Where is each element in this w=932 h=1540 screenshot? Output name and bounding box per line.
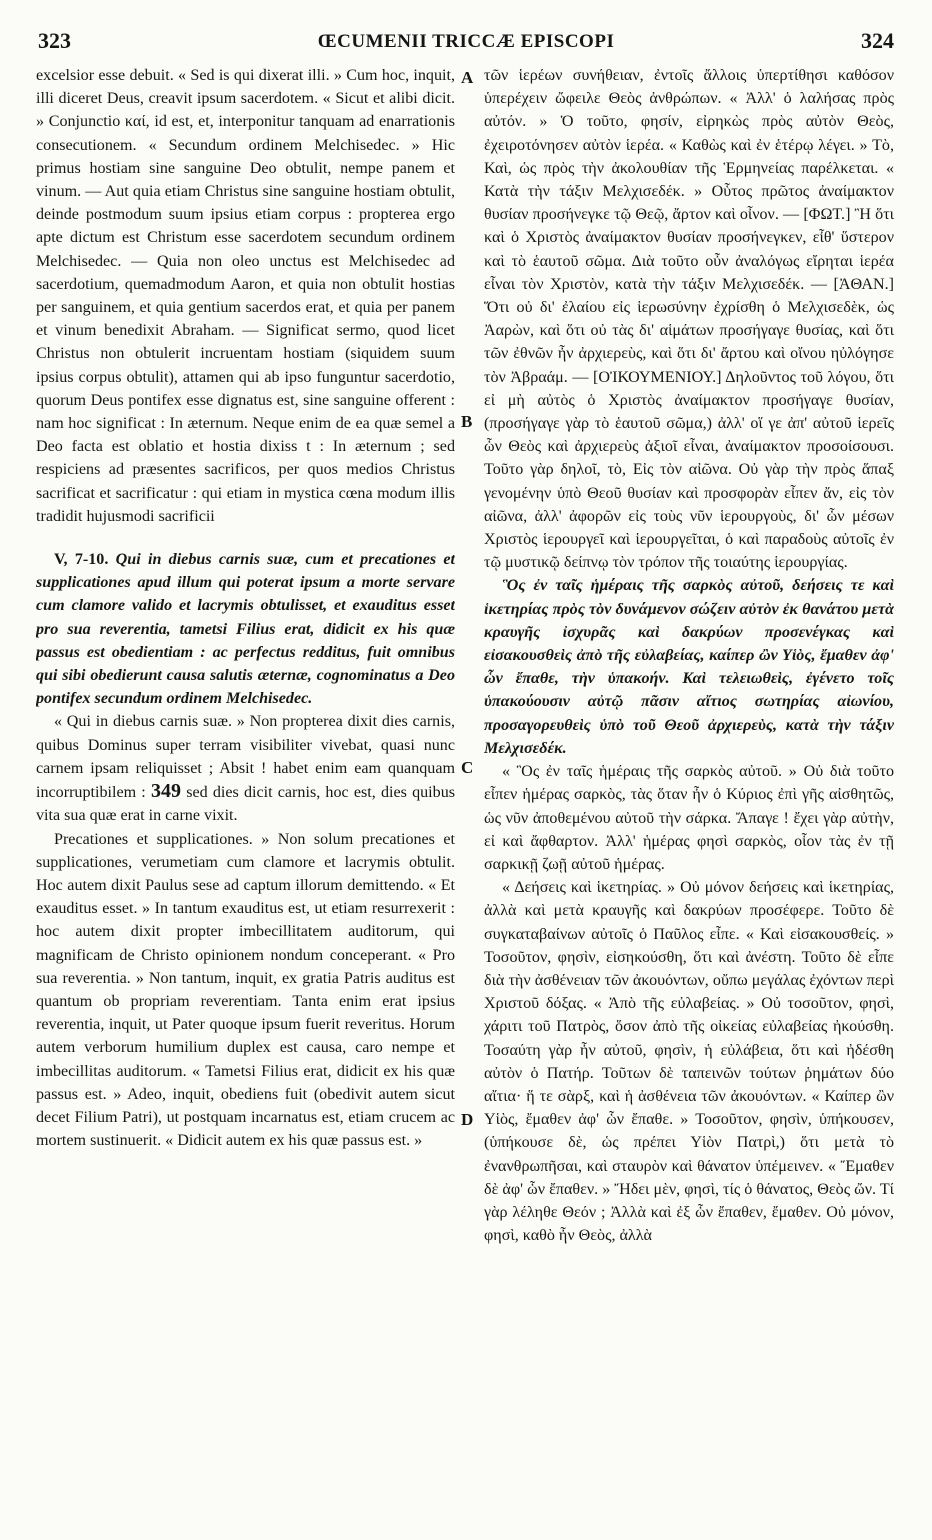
margin-letter-b: B bbox=[461, 412, 473, 431]
greek-column bbox=[484, 64, 894, 1247]
greek-paragraph-3: « Δεήσεις καὶ ἱκετηρίας. » Οὐ μόνον δεήσεις καὶ ἱκετηρίας, ἀλλὰ καὶ μετὰ κραυγῆς καὶ δακρύων προσέφερε. Τοῦτο δὲ συγκαταβαίνων αὐτοῖς ὁ Παῦλος εἶπε. « Καὶ εἰσακουσθείς. » Τοσοῦτον, φησὶν, εἰσηκούσθη, ὅτι καὶ ἀνέστη. Τοῦτο δὲ εἶπε διὰ τὴν ἀσθένειαν τῶν ἀκουόντων, οὔπω μεγάλας ἐχόντων περὶ Χριστοῦ δόξας. « Ἀπὸ τῆς εὐλαβείας. » Οὐ τοσοῦτον, φησὶ, χάριτι τοῦ Πατρὸς, ὅσον ἀπὸ τῆς οἰκείας εὐλαβείας ἠκούσθη. Τοσαύτη γὰρ ἦν αὐτοῦ, φησὶν, ἡ εὐλάβεια, ὅτι καὶ ἠδέσθη αὐτὸν ὁ Πατήρ. Τοῦτων δὲ ταπεινῶν τούτων ῥημάτων δύο αἴτια· ἥ τε σὰρξ, καὶ ἡ ἀσθένεια τῶν ἀκουόντων. « Καίπερ ὢν Υἱὸς, ἔμαθεν ἀφ' ὧν ἔπαθε. » Τοσοῦτον, φησὶν, ὑπήκουσεν, (ὑπήκουσε δὲ, ὡς πρέπει Υἱὸν Πατρὶ,) ὅτι μετὰ τὸ ἐνανθρωπῆσαι, καὶ σταυρὸν καὶ θάνατον ὑπέμεινεν. « Ἔμαθεν δὲ ἀφ' ὧν ἔπαθεν. » Ἤδει μὲν, φησὶ, τίς ὁ θάνατος, Θεὸς ὤν. Τί γὰρ λέληθε Θεόν ; Ἀλλὰ καὶ ἐξ ὧν ἔπαθεν, ἔμαθεν. Οὐ μόνον, φησὶ, καθὸ ἦν Θεὸς, ἀλλὰ bbox=[484, 879, 894, 1245]
page-number-right: 324 bbox=[861, 28, 894, 53]
latin-verse-block bbox=[36, 548, 455, 710]
greek-paragraph-1: τῶν ἱερέων συνήθειαν, ἐντοῖς ἄλλοις ὑπερτίθησι καθόσον ὑπερέχειν ὤφειλε Θεὸς ἀνθρώπων. « Ἀλλ' ὁ λαλήσας πρὸς αὐτόν. » Ὁ τοῦτο, φησίν, εἰρηκὼς πρὸς αὐτὸν Θεὸς, ἐχειροτόνησεν αὐτὸν ἱερέα. « Καθὼς καὶ ἐν ἑτέρῳ λέγει. » Τὸ, Καὶ, ὡς πρὸς τὴν ἀκολουθίαν τῆς Ἑρμηνείας παρέλκεται. « Κατὰ τὴν τάξιν Μελχισεδέκ. » Οὗτος πρῶτος ἀναίμακτον θυσίαν προσήνεγκε τῷ Θεῷ, ἄρτον καὶ οἶνον. — [ΦΩΤ.] Ἢ ὅτι καὶ ὁ Χριστὸς ἀναίμακτον θυσίαν προσήνεγκεν, εἶθ' ὕστερον καὶ τὸ ἑαυτοῦ σῶμα. Διὰ τοῦτο οὖν ἀναλόγως εἴρηται ἱερέα εἶναι τὸν Χριστὸν, κατὰ τὴν τάξιν Μελχισεδέκ. — [ἈΘΑΝ.] Ὅτι οὐ δι' ἐλαίου εἰς ἱερωσύνην ἐχρίσθη ὁ Μελχισεδὲκ, ὡς Ἀαρὼν, καὶ ὅτι οὐ τὰς δι' αἱμάτων προσήγαγε θυσίας, καὶ ὅτι τῶν ἐθνῶν ἦν ἀρχιερεὺς, καὶ ὅτι δι' ἄρτου καὶ οἴνου ηὐλόγησε τὸν Ἀβραάμ. — [ΟἸΚΟΥΜΕΝΙΟΥ.] Δηλοῦντος τοῦ λόγου, ὅτι εἰ μὴ αὐτὸς ὁ Χριστὸς ἀναίμακτον προσήγαγε θυσίαν, (προσήγαγε γὰρ τὸ ἑαυτοῦ σῶμα,) ἀλλ' οἵ γε ἀπ' αὐτοῦ ἱερεῖς ὧν Θεὸς καὶ ἀρχιερεὺς ἀξιοῖ εἶναι, ἀναίμακτον προσοίσουσι. Τοῦτο γὰρ δηλοῖ, τὸ, Εἰς τὸν αἰῶνα. Οὐ γὰρ τὴν πρὸς ἅπαξ γενομένην ὑπὸ Θεοῦ θυσίαν καὶ προσφορὰν εἶπεν ἄν, εἰς τὸν αἰῶνα, ἀλλ' ἀφορῶν εἰς τοὺς νῦν ἱερουργοὺς, δι' ὧν μέσων Χριστὸς ἱερουργεῖ καὶ ἱερουργεῖται, ὁ καὶ παραδοὺς αὐτοῖς ἐν τῷ μυστικῷ δείπνῳ τὸν τρόπον τῆς τοιαύτης ἱερουργίας. bbox=[484, 67, 894, 572]
latin-verse-text: Qui in diebus carnis suæ, cum et precationes et supplicationes apud illum qui poterat ipsum a morte servare cum clamore valido et lacrymis obtulisset, et exauditus esset pro sua reverentia, tametsi Filius erat, didicit ex his quæ passus est obedientiam : ac perfectus redditus, fuit omnibus qui sibi obedierunt causa salutis æternæ, cognominatus a Deo pontifex secundum ordinem Melchisedec. bbox=[36, 551, 455, 708]
column-number: 349 bbox=[151, 780, 181, 803]
page-number-left: 323 bbox=[38, 28, 71, 53]
latin-column bbox=[36, 64, 455, 1152]
margin-letter-c: C bbox=[461, 758, 474, 777]
margin-letter-d: D bbox=[461, 1110, 474, 1129]
verse-reference: V, 7-10. bbox=[54, 551, 109, 569]
page-header bbox=[38, 28, 894, 62]
greek-verse-text: Ὃς ἐν ταῖς ἡμέραις τῆς σαρκὸς αὐτοῦ, δεήσεις τε καὶ ἱκετηρίας πρὸς τὸν δυνάμενον σώζειν αὐτὸν ἐκ θανάτου μετὰ κραυγῆς ἰσχυρᾶς καὶ δακρύων προσενέγκας καὶ εἰσακουσθεὶς ἀπὸ τῆς εὐλαβείας, καίπερ ὢν Υἱὸς, ἔμαθεν ἀφ' ὧν ἔπαθε, τὴν ὑπακοήν. Καὶ τελειωθεὶς, ἐγένετο τοῖς ὑπακούουσιν αὐτῷ πᾶσιν αἴτιος σωτηρίας αἰωνίου, προσαγορευθεὶς ὑπὸ τοῦ Θεοῦ ἀρχιερεὺς, κατὰ τὴν τάξιν Μελχισεδέκ. bbox=[484, 577, 894, 757]
latin-paragraph-2-part-a: « Qui in diebus carnis suæ. » Non propterea dixit dies carnis, quibus Dominus super terram visibiliter vivebat, quasi nunc carnem ipsam reliquisset ; Absit ! habet enim eam quanquam incorruptibilem : bbox=[36, 713, 455, 802]
latin-paragraph-3: Precationes et supplicationes. » Non solum precationes et supplicationes, verumetiam cum clamore et lacrymis obtulit. Hoc autem dixit Paulus sese ad captum illorum demittendo. « Et exauditus esset. » In tantum exauditus est, ut etiam resurrexerit : hoc autem dixit propter imbecillitatem auditorum, qui magnificam de Christo opinionem nondum conceperant. « Pro sua reverentia. » Non tantum, inquit, ex gratia Patris auditus est quantum ob propriam reverentiam. Tanta enim erat ipsius reverentia, inquit, ut Pater quoque ipsum fuerit reveritus. Horum autem verborum humilium duplex est causa, caro nempe et imbecillitas auditorum. « Tametsi Filius erat, didicit ex his quæ passus est. » Adeo, inquit, obediens fuit (obedivit autem sicut decet Filium Patri), ut postquam incarnatus est, etiam crucem ac mortem sustinuerit. « Didicit autem ex his quæ passus est. » bbox=[36, 830, 455, 1150]
running-title: ŒCUMENII TRICCÆ EPISCOPI bbox=[317, 31, 615, 52]
margin-letter-a: A bbox=[461, 68, 474, 87]
latin-paragraph-1: excelsior esse debuit. « Sed is qui dixerat illi. » Cum hoc, inquit, illi diceret Deus, creavit ipsum sacerdotem. « Sicut et alibi dicit. » Conjunctio καί, id est, et, interponitur tanquam ad enarrationis consecutionem. « Secundum ordinem Melchisedec. » Hic primus hostiam sine sanguine Deo obtulit, nempe panem et vinum. — Aut quia etiam Christus sine sanguine hostiam obtulit, deinde postmodum suum ipsius etiam corpus : propterea ergo apte dictum est Christum esse sacerdotem secundum ordinem Melchisedec. — Quia non oleo unctus est Melchisedec ad sacerdotium, quemadmodum Aaron, et quia non obtulit hostias per sanguinem, et quia gentium sacerdos erat, et quia per panem et vinum benedixit Abraham. — Significat sermo, quod licet Christus non obtulerit incruentam hostiam (siquidem suum ipsius corpus obtulit), attamen qui ab ipso funguntur sacerdotio, quorum Deus pontifex esse dignatus est, sine sanguine offerent : nam hoc significat : In æternum. Neque enim de ea quæ semel a Deo facta est oblatio et hostia dixiss t : In æternum ; sed respiciens ad præsentes sacrificos, per quos medios Christus sacrificat et sacrificatur : qui etiam in mystica cœna modum illis tradidit hujusmodi sacrificii bbox=[36, 67, 455, 525]
latin-paragraph-2-part-b: sed dies dicit carnis, hoc est, dies quibus vita sua quæ erat in carne vixit. bbox=[36, 784, 455, 825]
latin-paragraph-2 bbox=[36, 710, 455, 827]
greek-paragraph-2: « Ὃς ἐν ταῖς ἡμέραις τῆς σαρκὸς αὐτοῦ. » Οὐ διὰ τοῦτο εἶπεν ἡμέρας σαρκὸς, τὰς ὅταν ἦν ὁ Κύριος ἐπὶ γῆς αἰσθητῶς, ὡς νῦν ἀποθεμένου αὐτοῦ τὴν σάρκα. Ἄπαγε ! ἔχει γὰρ αὐτὴν, εἰ καὶ ἄφθαρτον. Ἀλλ' ἡμέρας φησὶ σαρκὸς, οἷον τὰς ἐν τῇ σαρκικῇ ζωῇ αὐτοῦ ἡμέρας. bbox=[484, 763, 894, 873]
